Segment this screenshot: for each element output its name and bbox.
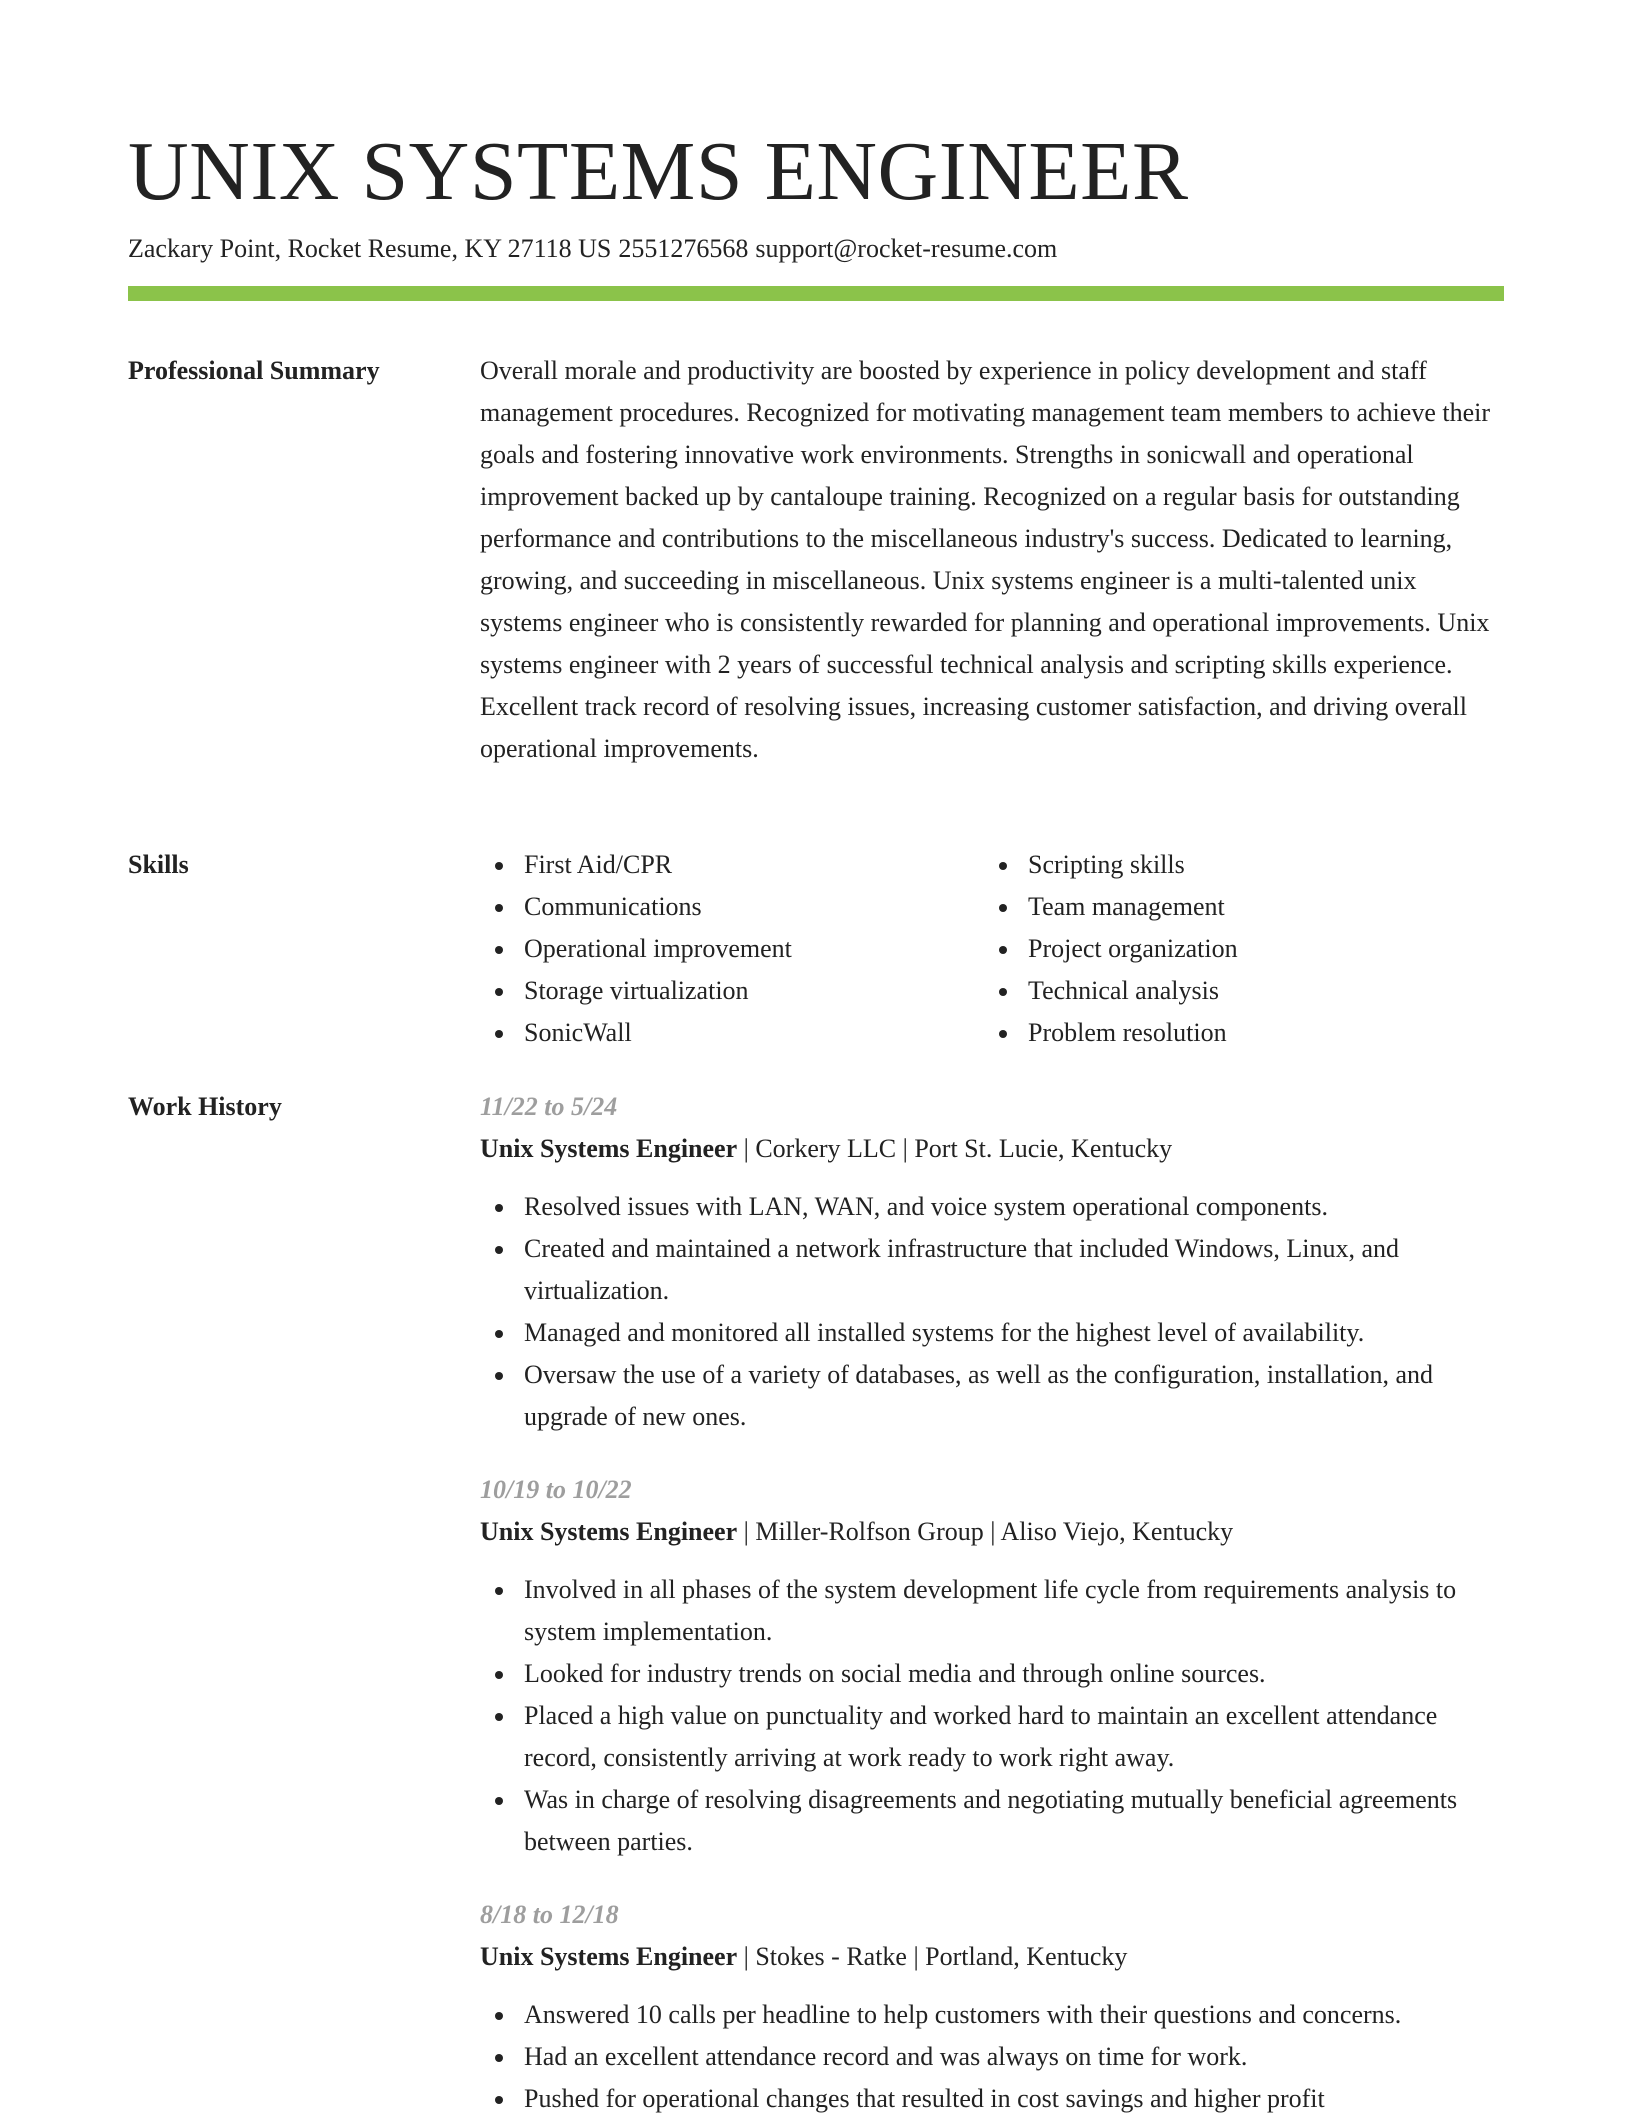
resume-name-heading: UNIX SYSTEMS ENGINEER bbox=[128, 125, 1189, 218]
contact-line bbox=[128, 232, 1057, 266]
job-duty-item: Oversaw the use of a variety of databases, as well as the configuration, installation, and upgrade of new ones. bbox=[480, 1354, 1504, 1438]
job-duties-list bbox=[480, 1186, 1504, 1438]
skill-item: First Aid/CPR bbox=[480, 844, 984, 886]
skill-item: Team management bbox=[984, 886, 1488, 928]
job-entry bbox=[480, 1086, 1504, 1438]
job-dates: 10/19 to 10/22 bbox=[480, 1475, 632, 1504]
skills-body bbox=[480, 844, 1504, 1054]
contact-address: Zackary Point, Rocket Resume, KY 27118 US bbox=[128, 234, 612, 263]
job-dates: 8/18 to 12/18 bbox=[480, 1900, 619, 1929]
skill-item: Technical analysis bbox=[984, 970, 1488, 1012]
job-duty-item: Resolved issues with LAN, WAN, and voice system operational components. bbox=[480, 1186, 1504, 1228]
job-duty-item: Created and maintained a network infrastructure that included Windows, Linux, and virtualization. bbox=[480, 1228, 1504, 1312]
job-heading bbox=[480, 1128, 1504, 1170]
work-history-body bbox=[480, 1086, 1504, 2120]
skill-item: Project organization bbox=[984, 928, 1488, 970]
job-duty-item: Placed a high value on punctuality and worked hard to maintain an excellent attendance record, consistently arriving at work ready to work right away. bbox=[480, 1695, 1504, 1779]
contact-phone: 2551276568 bbox=[618, 234, 749, 263]
job-entry bbox=[480, 1469, 1504, 1863]
job-duty-item: Pushed for operational changes that resulted in cost savings and higher profit bbox=[480, 2078, 1504, 2120]
skill-item: Scripting skills bbox=[984, 844, 1488, 886]
skill-item: Problem resolution bbox=[984, 1012, 1488, 1054]
job-title: Unix Systems Engineer bbox=[480, 1517, 738, 1546]
job-entry bbox=[480, 1894, 1504, 2120]
job-duty-item: Had an excellent attendance record and was always on time for work. bbox=[480, 2036, 1504, 2078]
skill-item: Operational improvement bbox=[480, 928, 984, 970]
job-duty-item: Looked for industry trends on social media and through online sources. bbox=[480, 1653, 1504, 1695]
header-divider bbox=[128, 286, 1504, 301]
job-duties-list bbox=[480, 1994, 1504, 2120]
job-duty-item: Answered 10 calls per headline to help customers with their questions and concerns. bbox=[480, 1994, 1504, 2036]
job-title: Unix Systems Engineer bbox=[480, 1134, 738, 1163]
contact-email: support@rocket-resume.com bbox=[755, 234, 1058, 263]
job-details: | Stokes - Ratke | Portland, Kentucky bbox=[743, 1942, 1128, 1971]
work-history-section-title: Work History bbox=[128, 1092, 282, 1121]
summary-body bbox=[480, 350, 1504, 770]
skills-section-title: Skills bbox=[128, 850, 189, 879]
job-duty-item: Was in charge of resolving disagreements and negotiating mutually beneficial agreements between parties. bbox=[480, 1779, 1504, 1863]
job-details: | Corkery LLC | Port St. Lucie, Kentucky bbox=[743, 1134, 1173, 1163]
skill-item: Communications bbox=[480, 886, 984, 928]
summary-text: Overall morale and productivity are boosted by experience in policy development and staff management procedures. Recognized for motivating management team members to achieve their goals and fostering innovative work environments. Strengths in sonicwall and operational improvement backed up by cantaloupe training. Recognized on a regular basis for outstanding performance and contributions to the miscellaneous industry's success. Dedicated to learning, growing, and succeeding in miscellaneous. Unix systems engineer is a multi-talented unix systems engineer who is consistently rewarded for planning and operational improvements. Unix systems engineer with 2 years of successful technical analysis and scripting skills experience. Excellent track record of resolving issues, increasing customer satisfaction, and driving overall operational improvements. bbox=[480, 356, 1491, 763]
job-title: Unix Systems Engineer bbox=[480, 1942, 738, 1971]
skills-list-right bbox=[984, 844, 1488, 1054]
job-duty-item: Involved in all phases of the system development life cycle from requirements analysis to system implementation. bbox=[480, 1569, 1504, 1653]
skills-list-left bbox=[480, 844, 984, 1054]
job-heading bbox=[480, 1511, 1504, 1553]
summary-section-title: Professional Summary bbox=[128, 356, 380, 385]
job-heading bbox=[480, 1936, 1504, 1978]
job-duty-item: Managed and monitored all installed systems for the highest level of availability. bbox=[480, 1312, 1504, 1354]
job-details: | Miller-Rolfson Group | Aliso Viejo, Kentucky bbox=[743, 1517, 1234, 1546]
job-duties-list bbox=[480, 1569, 1504, 1863]
skill-item: SonicWall bbox=[480, 1012, 984, 1054]
job-dates: 11/22 to 5/24 bbox=[480, 1092, 618, 1121]
skill-item: Storage virtualization bbox=[480, 970, 984, 1012]
